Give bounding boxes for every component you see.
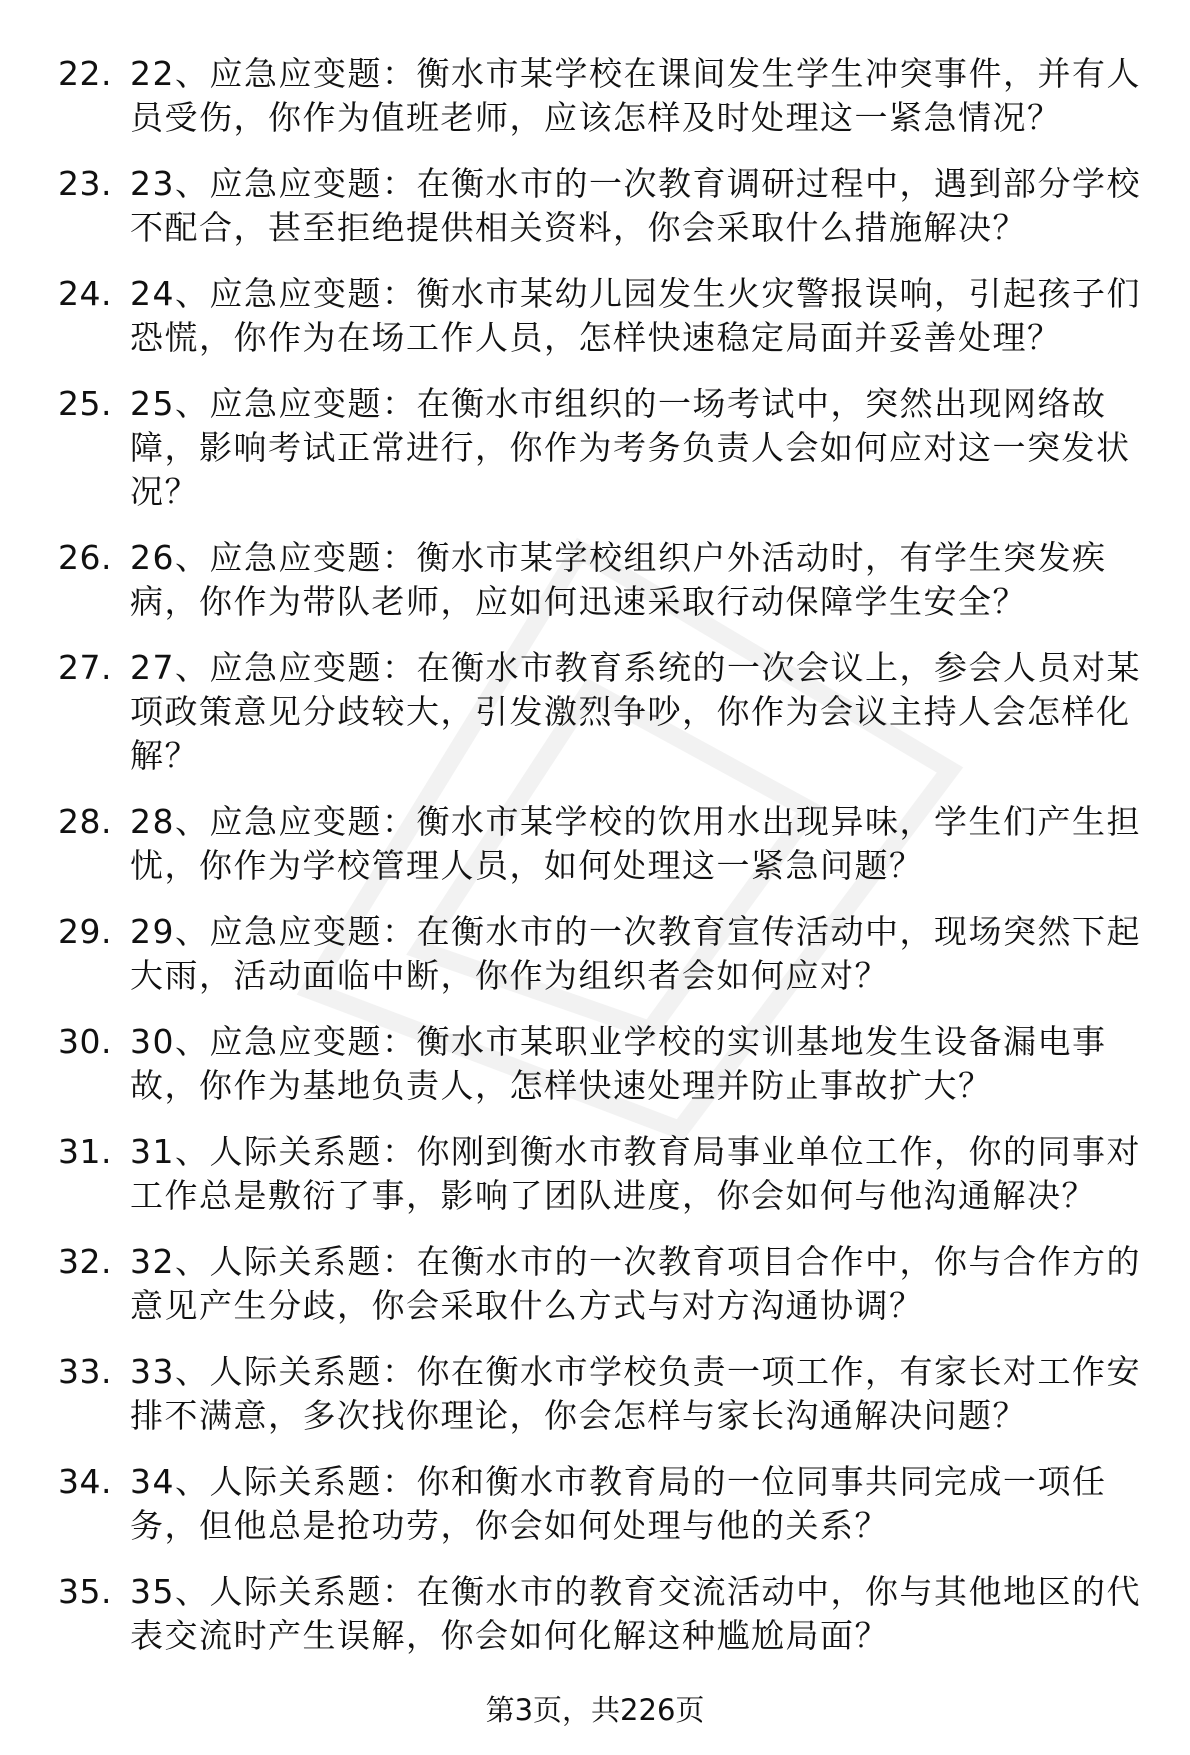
item-text: 27、应急应变题：在衡水市教育系统的一次会议上，参会人员对某项政策意见分歧较大，引发激烈争吵，你作为会议主持人会怎样化解？ xyxy=(130,648,1141,775)
list-item xyxy=(58,646,1158,778)
list-item xyxy=(58,1240,1158,1328)
item-number: 32. xyxy=(58,1242,112,1281)
item-text: 35、人际关系题：在衡水市的教育交流活动中，你与其他地区的代表交流时产生误解，你会如何化解这种尴尬局面？ xyxy=(130,1572,1141,1655)
item-text: 24、应急应变题：衡水市某幼儿园发生火灾警报误响，引起孩子们恐慌，你作为在场工作人员，怎样快速稳定局面并妥善处理？ xyxy=(130,274,1141,357)
item-number: 24. xyxy=(58,274,112,313)
item-number: 22. xyxy=(58,54,112,93)
list-item xyxy=(58,1020,1158,1108)
item-text: 23、应急应变题：在衡水市的一次教育调研过程中，遇到部分学校不配合，甚至拒绝提供相关资料，你会采取什么措施解决？ xyxy=(130,164,1141,247)
item-number: 33. xyxy=(58,1352,112,1391)
item-text: 33、人际关系题：你在衡水市学校负责一项工作，有家长对工作安排不满意，多次找你理论，你会怎样与家长沟通解决问题？ xyxy=(130,1352,1141,1435)
item-text: 32、人际关系题：在衡水市的一次教育项目合作中，你与合作方的意见产生分歧，你会采取什么方式与对方沟通协调？ xyxy=(130,1242,1141,1325)
item-number: 25. xyxy=(58,384,112,423)
item-number: 23. xyxy=(58,164,112,203)
list-item xyxy=(58,382,1158,514)
list-item xyxy=(58,272,1158,360)
item-number: 31. xyxy=(58,1132,112,1171)
list-item xyxy=(58,536,1158,624)
page-footer: 第3页，共226页 xyxy=(485,1693,705,1727)
item-text: 34、人际关系题：你和衡水市教育局的一位同事共同完成一项任务，但他总是抢功劳，你会如何处理与他的关系？ xyxy=(130,1462,1107,1545)
item-text: 29、应急应变题：在衡水市的一次教育宣传活动中，现场突然下起大雨，活动面临中断，你作为组织者会如何应对？ xyxy=(130,912,1141,995)
item-number: 34. xyxy=(58,1462,112,1501)
item-number: 27. xyxy=(58,648,112,687)
item-number: 26. xyxy=(58,538,112,577)
item-number: 35. xyxy=(58,1572,112,1611)
list-item xyxy=(58,800,1158,888)
item-text: 31、人际关系题：你刚到衡水市教育局事业单位工作，你的同事对工作总是敷衍了事，影响了团队进度，你会如何与他沟通解决？ xyxy=(130,1132,1141,1215)
item-text: 25、应急应变题：在衡水市组织的一场考试中，突然出现网络故障，影响考试正常进行，你作为考务负责人会如何应对这一突发状况？ xyxy=(130,384,1131,511)
list-item xyxy=(58,1570,1158,1658)
item-text: 30、应急应变题：衡水市某职业学校的实训基地发生设备漏电事故，你作为基地负责人，怎样快速处理并防止事故扩大？ xyxy=(130,1022,1107,1105)
item-number: 30. xyxy=(58,1022,112,1061)
list-item xyxy=(58,162,1158,250)
item-text: 26、应急应变题：衡水市某学校组织户外活动时，有学生突发疾病，你作为带队老师，应如何迅速采取行动保障学生安全？ xyxy=(130,538,1107,621)
question-list xyxy=(58,52,1158,1680)
list-item xyxy=(58,1350,1158,1438)
item-number: 29. xyxy=(58,912,112,951)
list-item xyxy=(58,910,1158,998)
item-number: 28. xyxy=(58,802,112,841)
item-text: 22、应急应变题：衡水市某学校在课间发生学生冲突事件，并有人员受伤，你作为值班老师，应该怎样及时处理这一紧急情况？ xyxy=(130,54,1141,137)
list-item xyxy=(58,1130,1158,1218)
list-item xyxy=(58,1460,1158,1548)
list-item xyxy=(58,52,1158,140)
item-text: 28、应急应变题：衡水市某学校的饮用水出现异味，学生们产生担忧，你作为学校管理人员，如何处理这一紧急问题？ xyxy=(130,802,1141,885)
